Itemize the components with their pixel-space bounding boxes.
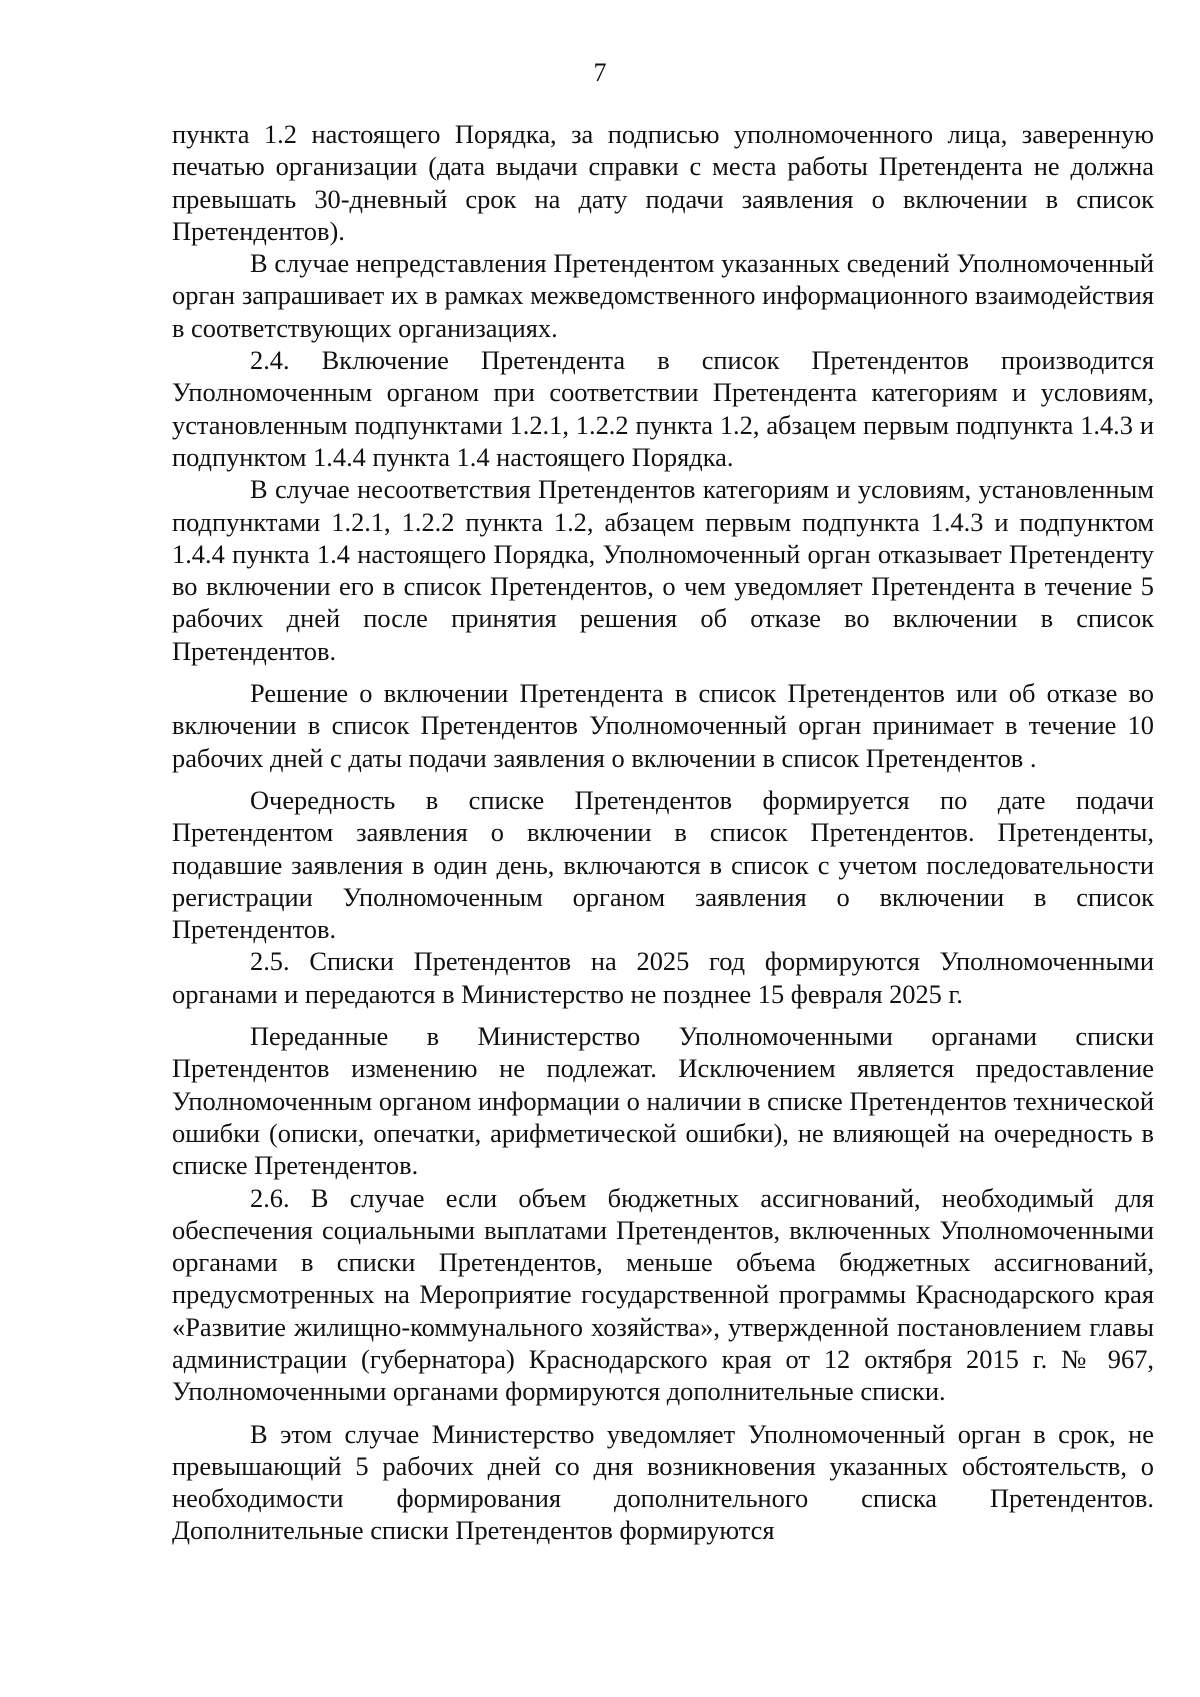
paragraph-ministry-notice: В этом случае Министерство уведомляет Уполномоченный орган в срок, не превышающий 5 рабочих дней со дня возникновения указанных обстоятельств, о необходимости формирования дополнительного списка Претендентов. Дополнительные списки Претендентов формируются — [172, 1418, 1154, 1546]
paragraph-continuation: пункта 1.2 настоящего Порядка, за подписью уполномоченного лица, заверенную печатью организации (дата выдачи справки с места работы Претендента не должна превышать 30-дневный срок на дату подачи заявления о включении в список Претендентов). — [172, 119, 1154, 246]
paragraph-non-compliance: В случае несоответствия Претендентов категориям и условиям, установленным подпунктами 1.2.1, 1.2.2 пункта 1.2, абзацем первым подпункта 1.4.3 и подпунктом 1.4.4 пункта 1.4 настоящего Порядка, Уполномоченный орган отказывает Претенденту во включении его в список Претендентов, о чем уведомляет Претендента в течение 5 рабочих дней после принятия решения об отказе во включении в список Претендентов. — [172, 474, 1154, 666]
paragraph-order: Очередность в списке Претендентов формируется по дате подачи Претендентом заявления о включении в список Претендентов. Претенденты, подавшие заявления в один день, включаются в список с учетом последовательности регистрации Уполномоченным органом заявления о включении в список Претендентов. — [172, 784, 1154, 945]
paragraph-non-submission: В случае непредставления Претендентом указанных сведений Уполномоченный орган запрашивает их в рамках межведомственного информационного взаимодействия в соответствующих организациях. — [172, 248, 1154, 343]
paragraph-decision: Решение о включении Претендента в список Претендентов или об отказе во включении в список Претендентов Уполномоченный орган принимает в течение 10 рабочих дней с даты подачи заявления о включении в список Претендентов . — [172, 678, 1154, 773]
paragraph-transferred-lists: Переданные в Министерство Уполномоченными органами списки Претендентов изменению не подлежат. Исключением является предоставление Уполномоченным органом информации о наличии в списке Претендентов технической ошибки (описки, опечатки, арифметической ошибки), не влияющей на очередность в списке Претендентов. — [172, 1021, 1154, 1181]
document-body — [172, 118, 1154, 1547]
page-number: 7 — [593, 58, 607, 87]
paragraph-2-5: 2.5. Списки Претендентов на 2025 год формируются Уполномоченными органами и передаются в Министерство не позднее 15 февраля 2025 г. — [172, 946, 1154, 1009]
paragraph-2-6: 2.6. В случае если объем бюджетных ассигнований, необходимый для обеспечения социальными выплатами Претендентов, включенных Уполномоченными органами в списки Претендентов, меньше объема бюджетных ассигнований, предусмотренных на Мероприятие государственной программы Краснодарского края «Развитие жилищно-коммунального хозяйства», утвержденной постановлением главы администрации (губернатора) Краснодарского края от 12 октября 2015 г. № 967, Уполномоченными органами формируются дополнительные списки. — [172, 1182, 1154, 1407]
paragraph-2-4: 2.4. Включение Претендента в список Претендентов производится Уполномоченным органом при соответствии Претендента категориям и условиям, установленным подпунктами 1.2.1, 1.2.2 пункта 1.2, абзацем первым подпункта 1.4.3 и подпунктом 1.4.4 пункта 1.4 настоящего Порядка. — [172, 345, 1154, 472]
